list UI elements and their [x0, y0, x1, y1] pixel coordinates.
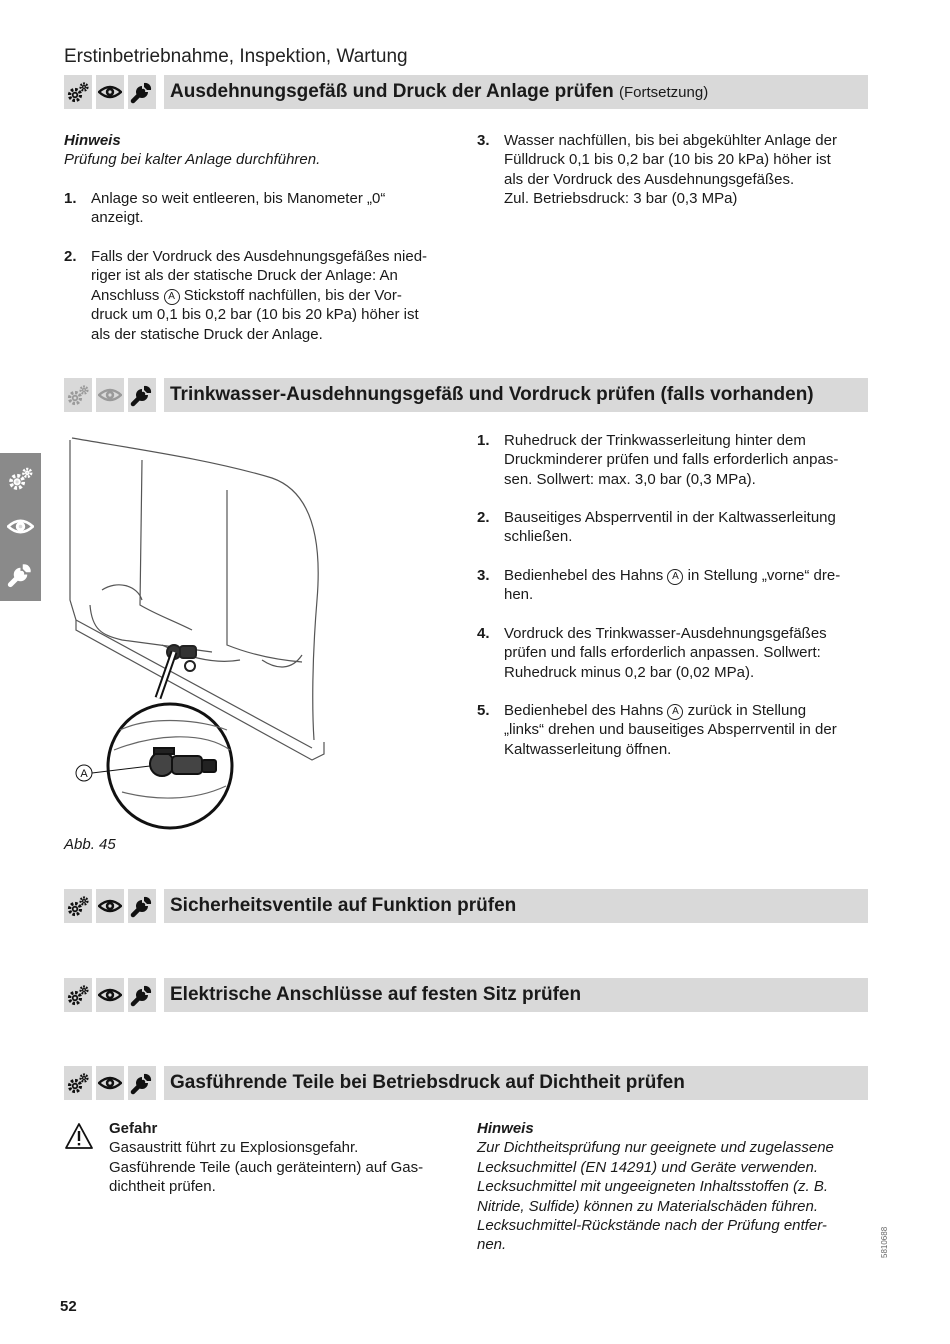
illustration-valve — [62, 430, 332, 835]
step-line: Anschluss A Stickstoff nachfüllen, bis der Vor- — [91, 286, 402, 304]
step-line: Falls der Vordruck des Ausdehnungsgefäßes nied- — [91, 248, 428, 265]
note-line: Lecksuchmittel (EN 14291) und Geräte verwenden. — [477, 1158, 819, 1176]
step-number: 1. — [64, 190, 77, 207]
wrench-icon — [128, 889, 156, 923]
danger-line: dichtheit prüfen. — [109, 1178, 216, 1196]
document-number: 5810688 — [880, 1226, 889, 1258]
note-block — [477, 1119, 877, 1255]
section-header-electrical-connections — [64, 978, 868, 1012]
section-header-gas-components — [64, 1066, 868, 1100]
eye-icon — [7, 513, 34, 540]
step-line: schließen. — [504, 528, 573, 546]
marker-a: A — [164, 289, 180, 305]
wrench-icon — [7, 561, 34, 588]
marker-a: A — [667, 704, 683, 720]
step-line: Vordruck des Trinkwasser-Ausdehnungsgefäßes — [504, 625, 827, 642]
section-title: Gasführende Teile bei Betriebsdruck auf Dichtheit prüfen — [170, 1072, 685, 1093]
step-line: Ruhedruck der Trinkwasserleitung hinter dem — [504, 432, 806, 449]
section-title-bar — [164, 978, 868, 1012]
section-title: Sicherheitsventile auf Funktion prüfen — [170, 895, 517, 916]
danger-line: Gasaustritt führt zu Explosionsgefahr. — [109, 1139, 359, 1157]
section-icons — [64, 978, 160, 1012]
step-line: als der Vordruck des Ausdehnungsgefäßes. — [504, 170, 795, 188]
gear-icon — [64, 978, 92, 1012]
danger-line: Gasführende Teile (auch geräteintern) auf Gas- — [109, 1158, 424, 1176]
figure-caption: Abb. 45 — [64, 836, 116, 853]
step-line: Ruhedruck minus 0,2 bar (0,02 MPa). — [504, 663, 755, 681]
page-number: 52 — [60, 1298, 77, 1315]
eye-icon — [96, 889, 124, 923]
step-line: Wasser nachfüllen, bis bei abgekühlter Anlage der — [504, 132, 837, 149]
section-header-dhw-expansion-vessel — [64, 378, 868, 412]
section-title-bar — [164, 1066, 868, 1100]
step-number: 3. — [477, 567, 490, 584]
step-line: „links“ drehen und bauseitiges Absperrventil in der — [504, 721, 837, 739]
section-header-safety-valves — [64, 889, 868, 923]
eye-icon — [96, 378, 124, 412]
eye-icon — [96, 75, 124, 109]
section-icons — [64, 889, 160, 923]
step-number: 1. — [477, 432, 490, 449]
section-title-bar — [164, 889, 868, 923]
running-title: Erstinbetriebnahme, Inspektion, Wartung — [64, 46, 408, 67]
step-line: prüfen und falls erforderlich anpassen. Sollwert: — [504, 644, 821, 662]
gear-icon — [7, 465, 34, 492]
note-line: nen. — [477, 1236, 507, 1254]
step-number: 5. — [477, 702, 490, 719]
section-icons — [64, 75, 160, 109]
note-title: Hinweis — [477, 1120, 534, 1137]
section-title-bar — [164, 378, 868, 412]
eye-icon — [96, 978, 124, 1012]
wrench-icon — [128, 1066, 156, 1100]
gear-icon — [64, 378, 92, 412]
section-title-bar — [164, 75, 868, 109]
step-number: 4. — [477, 625, 490, 642]
wrench-icon — [128, 378, 156, 412]
note-line: Lecksuchmittel-Rückstände nach der Prüfung entfer- — [477, 1217, 827, 1235]
step-line: riger ist als der statische Druck der Anlage: An — [91, 267, 398, 285]
step-line: druck um 0,1 bis 0,2 bar (10 bis 20 kPa) höher ist — [91, 306, 419, 324]
step-line: Fülldruck 0,1 bis 0,2 bar (10 bis 20 kPa) höher ist — [504, 151, 831, 169]
step-line: hen. — [504, 586, 534, 604]
step-line: sen. Sollwert: max. 3,0 bar (0,3 MPa). — [504, 470, 756, 488]
step-line: Anlage so weit entleeren, bis Manometer „0“ — [91, 190, 386, 207]
section-icons — [64, 378, 160, 412]
note-line: Lecksuchmittel mit ungeeigneten Inhaltsstoffen (z. B. — [477, 1178, 829, 1196]
note-title: Hinweis — [64, 132, 121, 149]
step-line: Bedienhebel des Hahns A zurück in Stellung — [504, 702, 807, 719]
step-line: Bauseitiges Absperrventil in der Kaltwasserleitung — [504, 509, 836, 526]
section-title-suffix: (Fortsetzung) — [619, 84, 709, 101]
step-number: 2. — [64, 248, 77, 265]
step-line: als der statische Druck der Anlage. — [91, 325, 323, 343]
wrench-icon — [128, 978, 156, 1012]
section-icons — [64, 1066, 160, 1100]
step-line: Druckminderer prüfen und falls erforderlich anpas- — [504, 451, 839, 469]
note-line: Nitride, Sulfide) können zu Materialschäden führen. — [477, 1197, 819, 1215]
step-line: Zul. Betriebsdruck: 3 bar (0,3 MPa) — [504, 190, 738, 208]
section-header-expansion-vessel — [64, 75, 868, 109]
gear-icon — [64, 889, 92, 923]
note-line: Zur Dichtheitsprüfung nur geeignete und zugelassene — [477, 1139, 834, 1157]
note-text: Prüfung bei kalter Anlage durchführen. — [64, 151, 321, 169]
gear-icon — [64, 75, 92, 109]
step-number: 3. — [477, 132, 490, 149]
section-title: Elektrische Anschlüsse auf festen Sitz prüfen — [170, 984, 582, 1005]
section-title: Trinkwasser-Ausdehnungsgefäß und Vordruck prüfen (falls vorhanden) — [170, 384, 814, 405]
step-line: Kaltwasserleitung öffnen. — [504, 740, 672, 758]
note-block — [64, 131, 320, 170]
danger-title: Gefahr — [109, 1120, 158, 1137]
step-number: 2. — [477, 509, 490, 526]
section-title: Ausdehnungsgefäß und Druck der Anlage prüfen (Fortsetzung) — [170, 81, 709, 102]
figure-label-a: A — [80, 768, 88, 780]
eye-icon — [96, 1066, 124, 1100]
wrench-icon — [128, 75, 156, 109]
marker-a: A — [667, 569, 683, 585]
chapter-side-tab — [0, 453, 41, 601]
gear-icon — [64, 1066, 92, 1100]
step-line: anzeigt. — [91, 209, 144, 227]
danger-block — [109, 1119, 459, 1197]
step-line: Bedienhebel des Hahns A in Stellung „vorne“ dre- — [504, 567, 841, 584]
warning-triangle-icon — [64, 1122, 94, 1150]
